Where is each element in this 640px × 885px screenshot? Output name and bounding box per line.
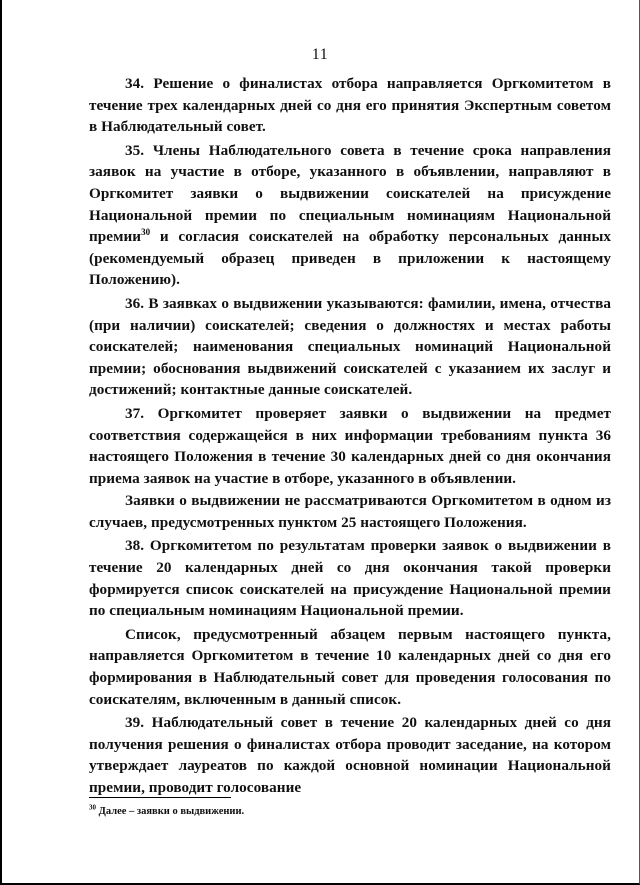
paragraph-34: 34. Решение о финалистах отбора направляется Оргкомитетом в течение трех календарных дней со дня его принятия Экспертным советом в Наблюдательный совет. bbox=[89, 75, 611, 136]
paragraph-35-text: 35. Члены Наблюдательного совета в течение срока направления заявок на участие в отборе, указанного в объявлении, направляют в Оргкомитет заявки о выдвижении соискателей на присуждение Национальной премии по специальным номинациям Национальной премии bbox=[89, 141, 611, 246]
paragraph-36: 36. В заявках о выдвижении указываются: фамилии, имена, отчества (при наличии) соискателей; сведения о должностях и местах работы соискателей; наименования специальных номинаций Национальной премии; обоснования выдвижений соискателей с указанием их заслуг и достижений; контактные данные соискателей. bbox=[89, 294, 611, 399]
paragraph-37-second: Заявки о выдвижении не рассматриваются Оргкомитетом в одном из случаев, предусмотренных пунктом 25 настоящего Положения. bbox=[89, 492, 611, 531]
paragraph-35-tail: и согласия соискателей на обработку персональных данных (рекомендуемый образец приведен в приложении к настоящему Положению). bbox=[89, 228, 611, 289]
paragraph-39: 39. Наблюдательный совет в течение 20 календарных дней со дня получения решения о финалистах отбора проводит заседание, на котором утверждает лауреатов по каждой основной номинации Национальной премии, проводит голосование bbox=[89, 714, 611, 796]
body-text bbox=[89, 73, 611, 801]
footnote bbox=[89, 803, 245, 817]
paragraph-35 bbox=[89, 140, 611, 291]
paragraph-37: 37. Оргкомитет проверяет заявки о выдвижении на предмет соответствия содержащейся в них информации требованиям пункта 36 настоящего Положения в течение 30 календарных дней со дня окончания приема заявок на участие в отборе, указанного в объявлении. bbox=[89, 404, 611, 487]
page-number: 11 bbox=[311, 46, 329, 63]
paragraph-38: 38. Оргкомитетом по результатам проверки заявок о выдвижении в течение 20 календарных дней со дня окончания такой проверки формируется список соискателей на присуждение Национальной премии по специальным номинациям Национальной премии. bbox=[89, 537, 611, 620]
paragraph-38-second: Список, предусмотренный абзацем первым настоящего пункта, направляется Оргкомитетом в течение 10 календарных дней со дня его формирования в Наблюдательный совет для проведения голосования по соискателям, включенным в данный список. bbox=[89, 625, 611, 708]
footnote-mark: 30 bbox=[89, 803, 96, 812]
footnote-separator bbox=[89, 797, 231, 798]
footnote-reference[interactable]: 30 bbox=[141, 227, 151, 238]
footnote-text: Далее – заявки о выдвижении. bbox=[96, 806, 245, 817]
